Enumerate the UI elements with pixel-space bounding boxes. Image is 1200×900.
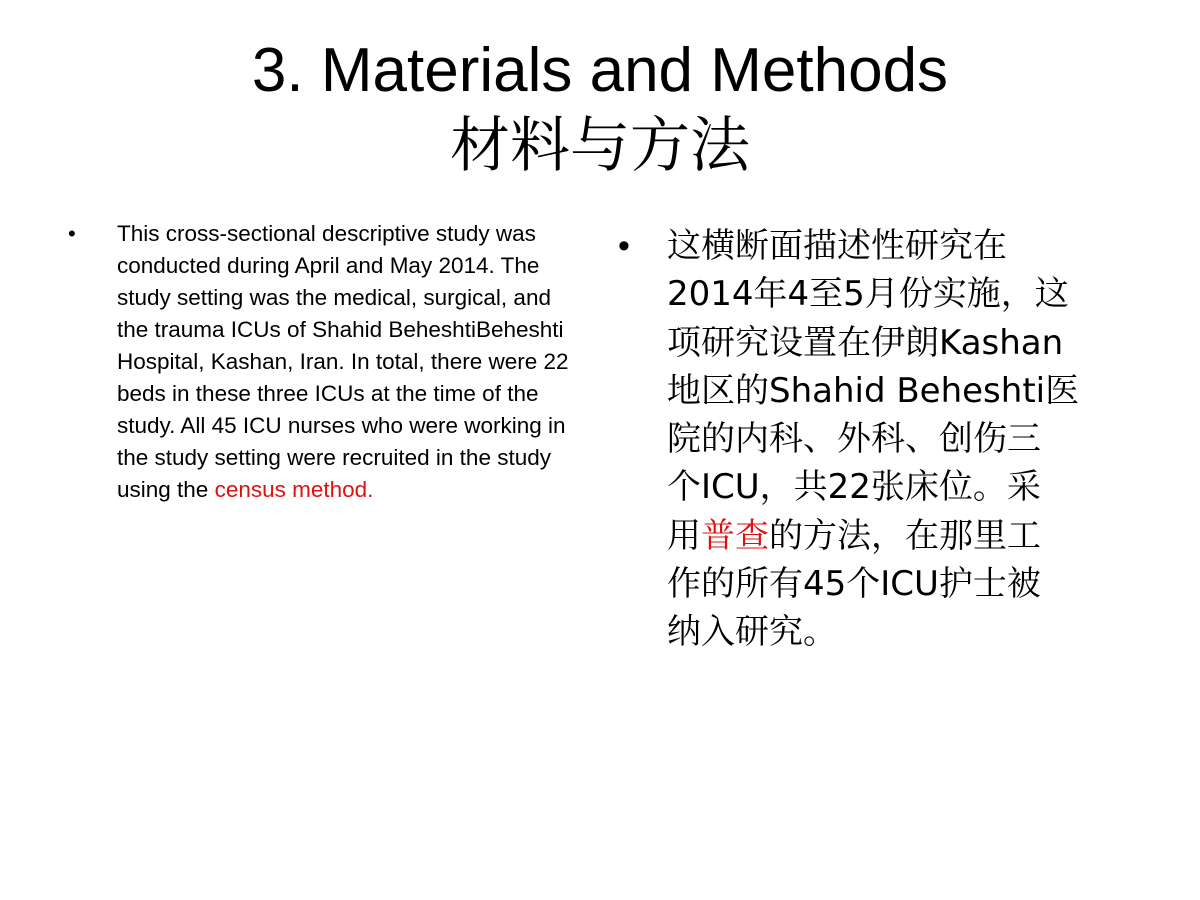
title-english: 3. Materials and Methods — [251, 36, 949, 105]
english-highlight-census-method: census method. — [214, 477, 374, 502]
bullet-marker: • — [618, 227, 630, 265]
chinese-line-1: 这横断面描述性研究在 — [667, 226, 1007, 266]
chinese-line-6: 个ICU，共22张床位。采 — [667, 467, 1041, 508]
chinese-line-7-rest: 的方法，在那里工 — [769, 515, 1041, 556]
chinese-line-4: 地区的Shahid Beheshti医 — [667, 370, 1080, 411]
slide-title — [0, 32, 1200, 182]
chinese-line-8: 作的所有45个ICU护士被 — [667, 564, 1041, 605]
chinese-paragraph — [667, 222, 1127, 657]
chinese-line-5: 院的内科、外科、创伤三 — [667, 419, 1041, 460]
chinese-line-9: 纳入研究。 — [667, 612, 837, 653]
chinese-line-7-prefix: 用 — [667, 515, 701, 556]
english-text: This cross-sectional descriptive study was conducted during April and May 2014. The study setting was the medical, surgical, and the trauma ICUs of Shahid BeheshtiBeheshti Hospital, Kashan, Iran. In total, there were 22 beds in these three ICUs at the time of the study. All 45 ICU nurses who were working in the study setting were recruited in the study using the — [117, 221, 569, 502]
chinese-highlight-census: 普查 — [701, 515, 769, 556]
english-paragraph — [117, 218, 587, 506]
chinese-line-2: 2014年4至5月份实施，这 — [667, 274, 1069, 315]
bullet-marker: • — [68, 221, 76, 246]
title-chinese: 材料与方法 — [450, 111, 750, 181]
chinese-line-3: 项研究设置在伊朗Kashan — [667, 322, 1064, 363]
chinese-line-7 — [667, 512, 1127, 560]
